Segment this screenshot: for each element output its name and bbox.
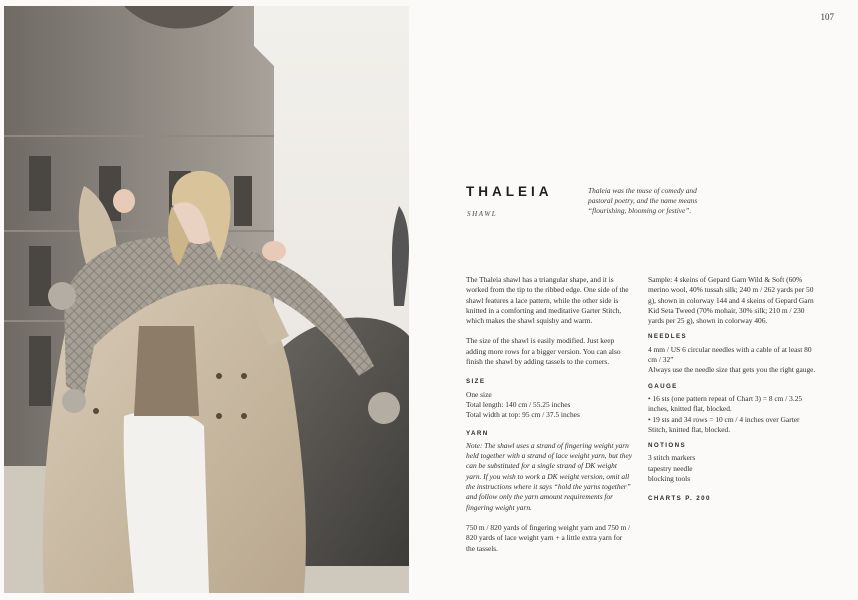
size-line: Total length: 140 cm / 55.25 inches (466, 399, 571, 409)
pattern-title: THALEIA (466, 184, 553, 199)
page-number: 107 (820, 12, 834, 22)
description-paragraph: The Thaleia shawl has a triangular shape, and it is worked from the tip to the ribbed edge. One side of the shawl features a lace pattern, while the other side is knitted in a comforting and meditative Garter Stitch, which makes the shawl squishy and warm. (466, 275, 629, 326)
notions-heading: NOTIONS (648, 442, 686, 450)
yarn-amount: 750 m / 820 yards of fingering weight yarn and 750 m / 820 yards of lace weight yarn + a little extra yarn for the tassels. (466, 522, 631, 553)
sample-paragraph: Sample: 4 skeins of Gepard Garn Wild & Soft (60% merino wool, 40% tussah silk; 240 m / 262 yards per 50 g), shown in colorway 144 and 4 skeins of Gepard Garn Kid Seta Tweed (70% mohair, 30% silk; 210 m / 230 yards per 25 g), shown in colorway 406. (648, 275, 814, 326)
gauge-line: • 16 sts (one pattern repeat of Chart 3) = 8 cm / 3.25 inches, knitted flat, blocked. (648, 393, 803, 414)
needles-line: Always use the needle size that gets you the right gauge. (648, 365, 816, 375)
needles-line: 4 mm / US 6 circular needles with a cable of at least 80 cm / 32” (648, 344, 812, 365)
gauge-heading: GAUGE (648, 382, 678, 390)
charts-reference: CHARTS P. 200 (648, 495, 711, 503)
pattern-subtitle: SHAWL (467, 210, 498, 218)
gauge-line: • 19 sts and 34 rows = 10 cm / 4 inches over Garter Stitch, knitted flat, blocked. (648, 414, 800, 434)
notions-line: 3 stitch markers (648, 453, 696, 463)
text-column-right (648, 275, 820, 507)
size-line: One size (466, 389, 492, 399)
notions-line: tapestry needle (648, 463, 693, 473)
size-line: Total width at top: 95 cm / 37.5 inches (466, 410, 580, 420)
needles-heading: NEEDLES (648, 333, 688, 341)
pattern-intro: Thaleia was the muse of comedy and pastoral poetry, and the name means “flourishing, blooming or festive”. (588, 186, 698, 216)
yarn-note: Note: The shawl uses a strand of fingering weight yarn held together with a strand of lace weight yarn, but they can be substituted for a single strand of DK weight yarn. If you wish to work a DK weight version, omit all the instructions where it says “hold the yarns together” and follow only the yarn amount requirements for fingering weight yarn. (466, 440, 633, 512)
modification-paragraph: The size of the shawl is easily modified. Just keep adding more rows for a bigger version. You can also finish the shawl by adding tassels to the corners. (466, 336, 621, 367)
size-heading: SIZE (466, 378, 486, 386)
yarn-heading: YARN (466, 429, 489, 437)
text-column-left (466, 275, 633, 564)
pattern-photo (4, 6, 409, 593)
notions-line: blocking tools (648, 474, 691, 484)
